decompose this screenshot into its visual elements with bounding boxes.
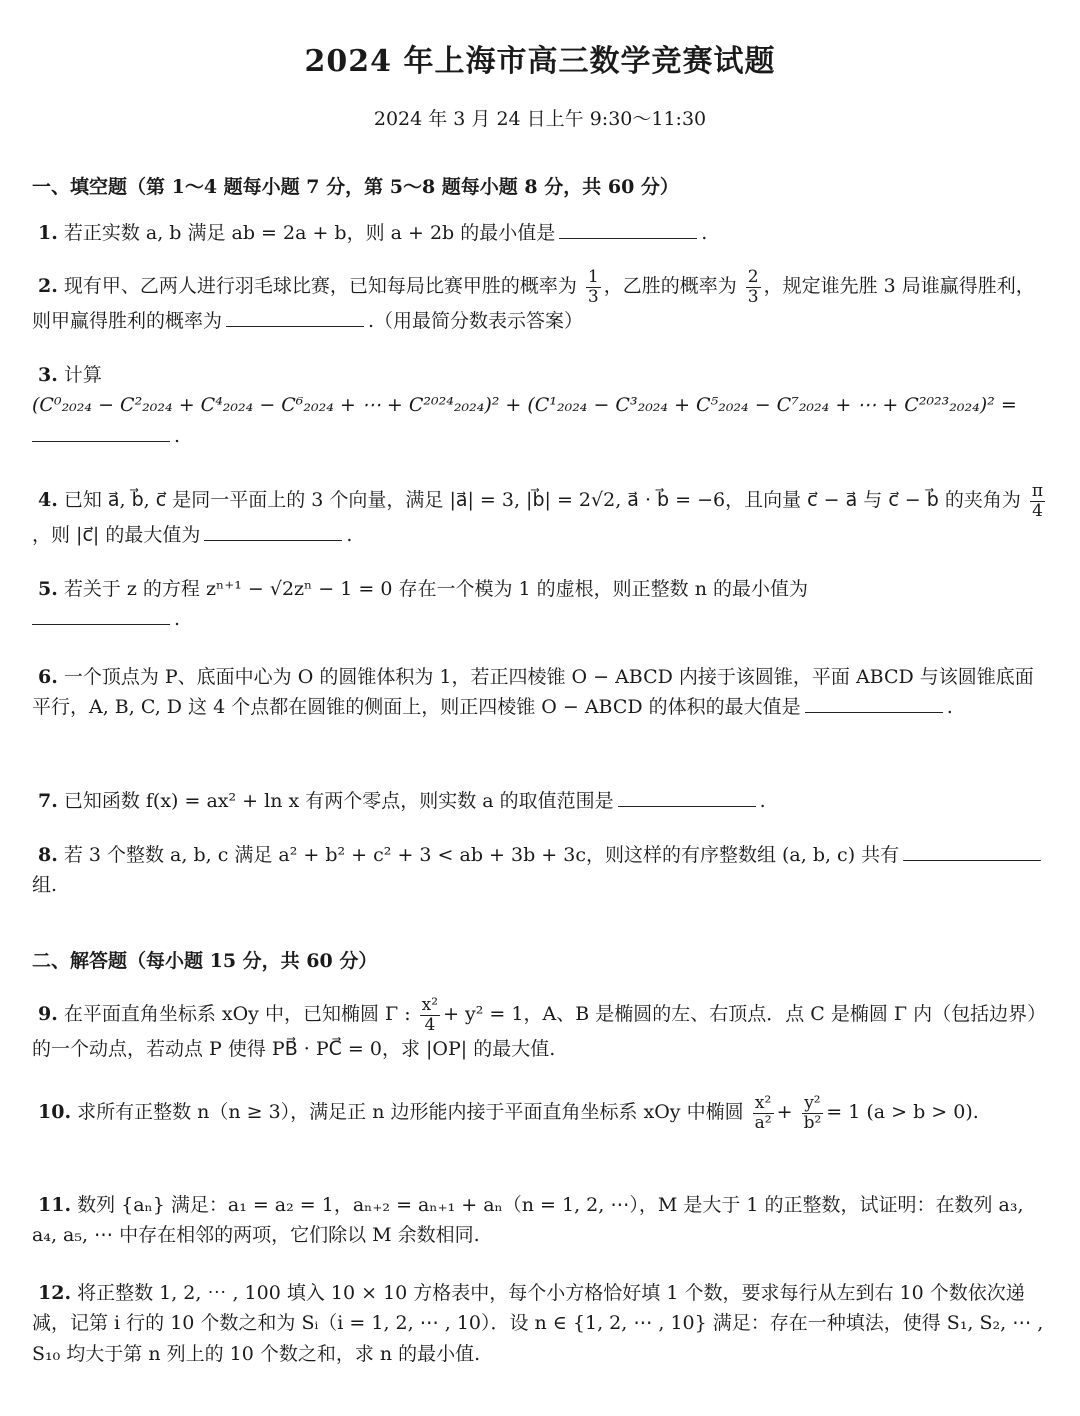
problem-text: 若正实数 a, b 满足 ab = 2a + b，则 a + 2b 的最小值是 (63, 222, 556, 244)
problem-text: 求所有正整数 n（n ≥ 3），满足正 n 边形能内接于平面直角坐标系 xOy 中椭圆 (77, 1101, 744, 1124)
problem-text: ，规定谁先胜 3 局谁赢得胜利，则甲赢得胜利的概率为 (32, 275, 1035, 333)
problem-number: 10. (38, 1101, 72, 1124)
problem-8 (32, 840, 1050, 901)
fraction (753, 1094, 774, 1132)
fraction (746, 268, 761, 306)
problem-tail: . (174, 424, 181, 447)
problem-text: 将正整数 1, 2, ⋯ , 100 填入 10 × 10 方格表中，每个小方格恰好填 1 个数，要求每行从左到右 10 个数依次递减，记第 i 行的 10 个数之和为 Sᵢ（i = 1, 2, ⋯ , 10）．设 n ∈ {1, 2, ⋯ , 10} 满足：存在一种填法，使得 S₁, S₂, ⋯ , S₁₀ 均大于第 n 列上的 10 个数之和，求 n 的最小值. (32, 1282, 1044, 1365)
numerator: y² (802, 1094, 824, 1114)
problem-text: 数列 {aₙ} 满足：a₁ = a₂ = 1，aₙ₊₂ = aₙ₊₁ + aₙ（n = 1, 2, ⋯），M 是大于 1 的正整数，试证明：在数列 a₃, a₄, a₅, ⋯ 中存在相邻的两项，它们除以 M 余数相同. (32, 1194, 1024, 1247)
answer-blank (204, 539, 342, 541)
plus-sign: + (776, 1101, 793, 1124)
problem-4 (32, 482, 1050, 551)
denominator: 3 (587, 286, 599, 307)
problem-tail: . (759, 790, 766, 812)
problem-text: + y² = 1，A、B 是椭圆的左、右顶点．点 C 是椭圆 Γ 内（包括边界）的一个动点，若动点 P 使得 PB⃗ · PC⃗ = 0，求 |OP| 的最大值. (32, 1003, 1047, 1061)
answer-blank (226, 325, 364, 327)
numerator: x² (421, 995, 439, 1015)
problem-text: ，则 |c⃗| 的最大值为 (32, 524, 201, 547)
problem-tail: . (346, 524, 353, 547)
problem-3 (32, 360, 1050, 451)
problem-text: 已知 a⃗, b⃗, c⃗ 是同一平面上的 3 个向量，满足 |a⃗| = 3, |b⃗| = 2√2, a⃗ · b⃗ = −6，且向量 c⃗ − a⃗ 与 c⃗ − b⃗ 的夹角为 (63, 489, 1021, 512)
problem-text: 计算 (63, 364, 102, 386)
fraction (1030, 482, 1045, 520)
section-heading-answer: 二、解答题（每小题 15 分，共 60 分） (32, 950, 378, 972)
problem-10 (32, 1094, 1050, 1132)
denominator: 4 (424, 1014, 436, 1035)
problem-text: = 1 (a > b > 0). (826, 1101, 979, 1124)
problem-tail: . (701, 222, 708, 244)
numerator: 2 (747, 267, 759, 287)
answer-blank (32, 623, 170, 625)
denominator: 3 (747, 286, 759, 307)
problem-1 (32, 218, 1050, 248)
problem-number: 11. (38, 1194, 72, 1216)
fraction (802, 1094, 824, 1132)
answer-blank (903, 859, 1041, 861)
problem-text: 现有甲、乙两人进行羽毛球比赛，已知每局比赛甲胜的概率为 (63, 275, 577, 298)
denominator: 4 (1032, 500, 1043, 521)
problem-number: 3. (38, 364, 58, 386)
denominator: a² (754, 1112, 772, 1133)
problem-11 (32, 1190, 1050, 1251)
problem-text: 已知函数 f(x) = ax² + ln x 有两个零点，则实数 a 的取值范围是 (63, 790, 614, 812)
problem-7 (32, 786, 1050, 816)
problem-5 (32, 574, 1050, 635)
problem-tail: .（用最简分数表示答案） (368, 310, 584, 333)
problem-2 (32, 268, 1050, 337)
problem-tail: . (174, 608, 181, 631)
section-heading-fill-in: 一、填空题（第 1～4 题每小题 7 分，第 5～8 题每小题 8 分，共 60 分） (32, 176, 679, 198)
problem-text: 在平面直角坐标系 xOy 中，已知椭圆 Γ : (63, 1003, 411, 1026)
problem-text: 若 3 个整数 a, b, c 满足 a² + b² + c² + 3 < ab + 3b + 3c，则这样的有序整数组 (a, b, c) 共有 (63, 844, 900, 866)
answer-blank (559, 237, 697, 239)
problem-number: 5. (38, 578, 58, 600)
exam-date: 2024 年 3 月 24 日上午 9:30～11:30 (373, 108, 707, 130)
problem-number: 4. (38, 489, 58, 512)
problem-number: 6. (38, 666, 58, 688)
problem-9 (32, 996, 1050, 1065)
denominator: b² (803, 1112, 822, 1133)
problem-number: 2. (38, 275, 58, 298)
numerator: x² (753, 1094, 774, 1114)
answer-blank (805, 711, 943, 713)
answer-blank (32, 440, 170, 442)
problem-formula: (C⁰₂₀₂₄ − C²₂₀₂₄ + C⁴₂₀₂₄ − C⁶₂₀₂₄ + ⋯ + C²⁰²⁴₂₀₂₄)² + (C¹₂₀₂₄ − C³₂₀₂₄ + C⁵₂₀₂₄ − C⁷₂₀₂₄ + ⋯ + C²⁰²³₂₀₂₄)² = (32, 394, 1017, 417)
problem-number: 8. (38, 844, 58, 866)
problem-number: 1. (38, 222, 58, 244)
problem-6 (32, 662, 1050, 723)
fraction (420, 996, 440, 1034)
numerator: π (1031, 481, 1044, 501)
fraction (586, 268, 601, 306)
problem-number: 7. (38, 790, 58, 812)
problem-number: 12. (38, 1282, 72, 1304)
problem-text: 若关于 z 的方程 zⁿ⁺¹ − √2zⁿ − 1 = 0 存在一个模为 1 的虚根，则正整数 n 的最小值为 (63, 578, 808, 600)
numerator: 1 (587, 267, 599, 287)
answer-blank (618, 805, 756, 807)
page-title: 2024 年上海市高三数学竞赛试题 (304, 44, 776, 79)
problem-tail: . (946, 696, 953, 719)
problem-tail: 组. (32, 874, 58, 897)
problem-text: ，乙胜的概率为 (603, 275, 737, 298)
problem-text: 一个顶点为 P、底面中心为 O 的圆锥体积为 1，若正四棱锥 O − ABCD 内接于该圆锥，平面 ABCD 与该圆锥底面平行，A, B, C, D 这 4 个点都在圆锥的侧面上，则正四棱锥 O − ABCD 的体积的最大值是 (32, 666, 1034, 719)
problem-number: 9. (38, 1003, 58, 1026)
problem-12 (32, 1278, 1050, 1369)
